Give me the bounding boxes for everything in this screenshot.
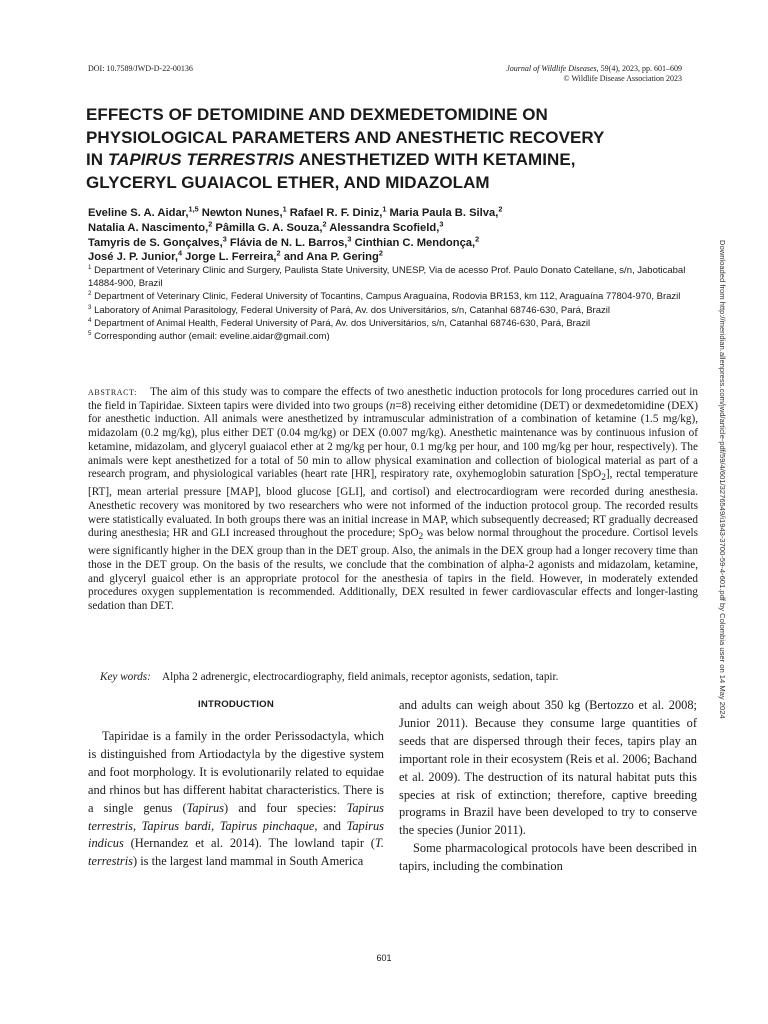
author-name: Jorge L. Ferreira, <box>185 251 277 264</box>
body-column-right <box>399 697 697 876</box>
body-text: ) is the largest land mammal in South America <box>132 854 364 869</box>
affiliation-number: 2 <box>88 290 92 298</box>
author-list <box>88 206 698 265</box>
journal-volume-pages: 59(4), 2023, pp. 601–609 <box>598 64 682 73</box>
keywords <box>100 670 700 684</box>
abstract-text: was below normal throughout the procedure. Cortisol levels were significantly higher in the DEX group than in the DET group. Also, the animals in the DEX group had a longer recovery time than those in the DET group. On the basis of the results, we conclude that the combination of alpha-2 agonists and midazolam, ketamine, and glyceryl guaicol ether is an appropriate protocol for the anesthesia of tapirs in the field. However, in moderately extended procedures oxygen supplementation is recommended. Additionally, DEX resulted in fewer cardiovascular effects and longer-lasting sedation than DET. <box>88 527 698 613</box>
body-text: , <box>132 818 142 833</box>
abstract-label: ABSTRACT: <box>88 388 138 397</box>
affiliation-text: Department of Animal Health, Federal University of Pará, Av. dos Universitários, s/n, Catanhal 68746-630, Pará, Brazil <box>94 317 591 329</box>
author-affil: 3 <box>347 233 352 243</box>
author-name: José J. P. Junior, <box>88 251 178 264</box>
species-name: T. terrestris <box>88 836 384 869</box>
body-column-left <box>88 728 384 871</box>
body-text: ) and four species: <box>224 800 347 815</box>
author-affil: 3 <box>222 233 227 243</box>
affiliation <box>88 304 704 317</box>
doi-text: DOI: 10.7589/JWD-D-22-00136 <box>88 64 193 73</box>
affiliation-text: Department of Veterinary Clinic, Federal University of Tocantins, Campus Araguaína, Rodovia BR153, km 112, Araguaína 77804-970, Brazil <box>94 291 681 303</box>
copyright-text: © Wildlife Disease Association 2023 <box>563 74 682 83</box>
body-text: Tapiridae is a family in the order Perissodactyla, which is distinguished from Artiodactyla by the digestive system and foot morphology. It is evolutionarily related to equidae and rhinos but has different habitat characteristics. There is a single genus ( <box>88 729 384 815</box>
body-text: , and <box>314 818 347 833</box>
author-line <box>88 250 698 265</box>
author-line <box>88 206 698 221</box>
affiliation-text: Department of Veterinary Clinic and Surgery, Paulista State University, UNESP, Via de acesso Prof. Paulo Donato Catellane, s/n, Jaboticabal 14884-900, Brazil <box>88 265 686 290</box>
author-name: Pâmilla G. A. Souza, <box>215 221 323 234</box>
abstract-text: =8) receiving either detomidine (DET) or dexmedetomidine (DEX) for anesthetic induction. All animals were anesthetized by intramuscular administration of a combination of ketamine (1.5 mg/kg), midazolam (0.2 mg/kg), plus either DET (0.04 mg/kg) or DEX (0.007 mg/kg). Anesthetic maintenance was by continuous infusion of ketamine, midazolam, and glyceryl guaiacol ether at 2 mg/kg per hour, 0.1 mg/kg per hour, and 100 mg/kg per hour, respectively). The animals were kept anesthetized for a total of 50 min to allow physical examination and collection of biological material as part of a research program, and physiological variables (heart rate [HR], respiratory rate, oxyhemoglobin saturation [SpO <box>88 399 698 481</box>
abstract-text: The aim of this study was to compare the effects of two anesthetic induction protocols for long procedures carried out in the field in Tapiridae. Sixteen tapirs were divided into two groups ( <box>88 386 698 412</box>
body-text: (Hernandez et al. 2014). The lowland tapir ( <box>123 836 375 851</box>
section-heading-introduction: INTRODUCTION <box>198 699 274 710</box>
affiliation-number: 3 <box>88 303 92 311</box>
author-name: Eveline S. A. Aidar, <box>88 207 189 219</box>
title-species: TAPIRUS TERRESTRIS <box>107 150 295 169</box>
abstract-n-variable: n <box>389 399 396 412</box>
author-name: Tamyris de S. Gonçalves, <box>88 236 223 249</box>
author-name: Natalia A. Nascimento, <box>88 221 209 234</box>
journal-citation <box>506 64 682 84</box>
author-affil: 2 <box>276 248 281 258</box>
affiliation <box>88 264 704 290</box>
affiliation-number: 4 <box>88 316 92 324</box>
author-line <box>88 221 698 236</box>
affiliation-number: 1 <box>88 263 92 271</box>
page-number: 601 <box>376 953 392 963</box>
body-paragraph: Some pharmacological protocols have been described in tapirs, including the combination <box>399 841 697 874</box>
affiliation <box>88 290 704 303</box>
abstract-subscript: 2 <box>418 532 424 543</box>
title-suffix: ANESTHETIZED WITH KETAMINE, <box>294 150 576 169</box>
author-affil: 2 <box>322 219 327 229</box>
author-name: Newton Nunes, <box>201 207 283 219</box>
author-name: Rafael R. F. Diniz, <box>289 207 383 219</box>
genus-name: Tapirus <box>186 800 225 815</box>
affiliation-text: Corresponding author (email: eveline.aidar@gmail.com) <box>94 331 330 343</box>
title-prefix: IN <box>86 150 108 169</box>
author-affil: 2 <box>475 233 480 243</box>
affiliation <box>88 317 704 330</box>
keywords-text: Alpha 2 adrenergic, electrocardiography, field animals, receptor agonists, sedation, tapir. <box>162 671 559 683</box>
abstract-subscript: 2 <box>601 473 606 484</box>
affiliation-list <box>88 264 704 343</box>
title-line-1: EFFECTS OF DETOMIDINE AND DEXMEDETOMIDINE ON <box>86 105 548 124</box>
author-affil: 4 <box>177 248 183 258</box>
author-name: Cinthian C. Mendonça, <box>354 236 476 249</box>
author-name: Alessandra Scofield, <box>329 221 440 234</box>
title-line-4: GLYCERYL GUAIACOL ETHER, AND MIDAZOLAM <box>86 172 490 192</box>
affiliation <box>88 330 704 343</box>
author-affil: 2 <box>498 204 503 214</box>
species-name: Tapirus bardi <box>141 818 212 833</box>
article-title <box>86 104 686 194</box>
abstract <box>88 386 698 614</box>
author-affil: 1 <box>382 204 387 214</box>
author-name: Flávia de N. L. Barros, <box>229 236 348 249</box>
keywords-label: Key words: <box>100 671 151 683</box>
author-name: and Ana P. Gering <box>283 251 379 264</box>
author-name: Maria Paula B. Silva, <box>389 207 499 219</box>
body-paragraph <box>88 728 384 871</box>
author-affil: 3 <box>439 219 444 229</box>
author-affil: 1 <box>282 204 287 214</box>
author-affil: 1,5 <box>188 204 199 214</box>
title-line-3 <box>86 149 686 172</box>
title-line-2: PHYSIOLOGICAL PARAMETERS AND ANESTHETIC RECOVERY <box>86 127 605 147</box>
abstract-text: ], rectal temperature [RT], mean arterial pressure [MAP], blood glucose [GLI], and cortisol) and electrocardiogram were recorded during anesthesia. Anesthetic recovery was monitored by two researchers who were not informed of the induction protocol group. The recorded results were statistically evaluated. In both groups there was an initial increase in MAP, which subsequently decreased; RT gradually decreased during anesthesia; HR and GLI increased throughout the procedure; SpO <box>88 468 698 540</box>
affiliation-text: Laboratory of Animal Parasitology, Federal University of Pará, Av. dos Universitários, s/n, Catanhal 68746-630, Pará, Brazil <box>94 304 610 316</box>
author-affil: 2 <box>378 248 383 258</box>
journal-name: Journal of Wildlife Diseases, <box>506 64 599 73</box>
species-name: Tapirus terrestris <box>88 800 384 833</box>
author-affil: 2 <box>208 219 213 229</box>
body-text: , <box>211 818 220 833</box>
species-name: Tapirus indicus <box>88 818 384 851</box>
body-paragraph: and adults can weigh about 350 kg (Bertozzo et al. 2008; Junior 2011). Because they consume large quantities of seeds that are dispersed through their feces, tapirs play an important role in their ecosystem (Reis et al. 2006; Bachand et al. 2009). The destruction of its natural habitat puts this species at risk of extinction; therefore, captive breeding programs in Brazil have been developed to try to conserve the species (Junior 2011). <box>399 698 697 838</box>
affiliation-number: 5 <box>88 329 92 337</box>
species-name: Tapirus pinchaque <box>219 818 315 833</box>
download-watermark: Downloaded from http://meridian.allenpress.com/jwd/article-pdf/59/4/601/3276549/i1943-3700-59-4-601.pdf by Colombia user on 14 May 2024 <box>718 240 727 719</box>
